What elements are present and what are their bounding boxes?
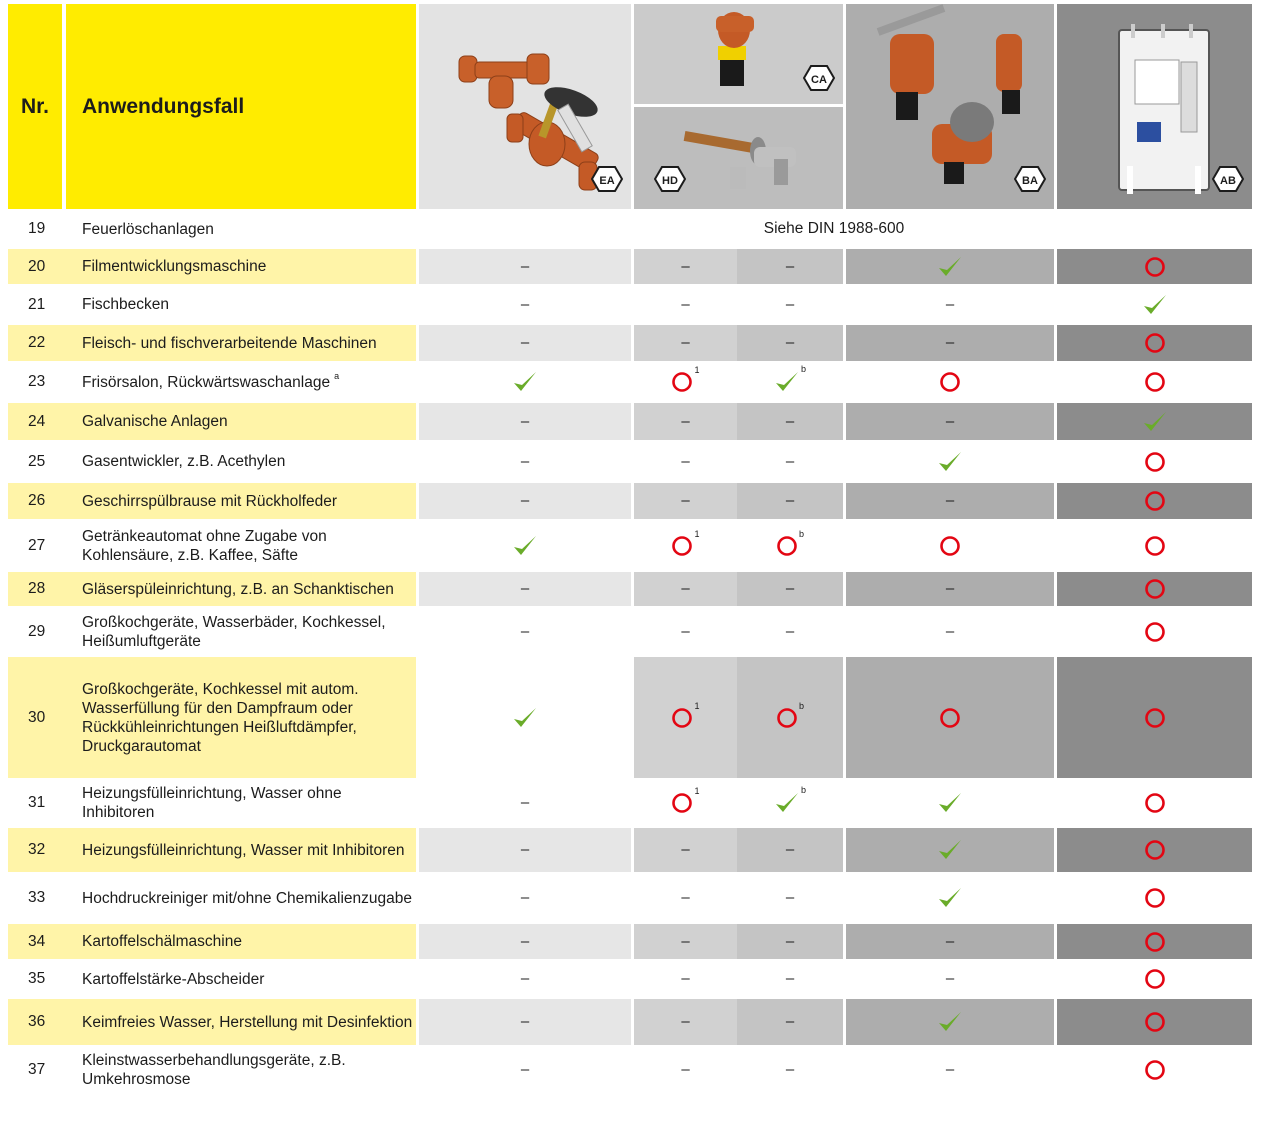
- row-number: 29: [8, 606, 66, 655]
- cell-ea: [416, 323, 631, 361]
- ea-badge-label: EA: [599, 175, 615, 187]
- application-text: Fleisch- und fischverarbeitende Maschinen: [82, 334, 377, 352]
- check-icon: [937, 450, 963, 474]
- application-text: Geschirrspülbrause mit Rückholfeder: [82, 492, 337, 510]
- row-number: 27: [8, 519, 66, 570]
- cell-ea: [416, 481, 631, 519]
- cell-ab: [1054, 440, 1252, 481]
- dash-mark: –: [681, 889, 690, 906]
- dash-mark: –: [785, 1061, 795, 1078]
- cell-ca: [737, 247, 843, 284]
- cell-ba: [843, 401, 1054, 440]
- column-header-nr: Nr.: [8, 4, 66, 209]
- table-row: [8, 997, 1252, 1045]
- ea-badge-icon: [591, 165, 623, 193]
- table-row: [8, 361, 1252, 401]
- red-circle-icon: [1144, 578, 1166, 600]
- application-name: [66, 519, 416, 570]
- application-text: Hochdruckreiniger mit/ohne Chemikalienzugabe: [82, 889, 412, 907]
- cell-hd: [631, 247, 737, 284]
- dash-mark: –: [520, 1061, 530, 1078]
- dash-mark: –: [520, 932, 530, 950]
- row-number: 30: [8, 655, 66, 778]
- red-circle-icon: [671, 371, 693, 393]
- red-circle-icon: [1144, 332, 1166, 354]
- dash-mark: –: [785, 622, 795, 640]
- hd-badge-label: HD: [662, 175, 678, 187]
- red-circle-icon: [1144, 1011, 1166, 1033]
- red-circle-icon: [1144, 839, 1166, 861]
- cell-ea: [416, 247, 631, 284]
- red-circle-icon: [939, 371, 961, 393]
- dash-mark: –: [681, 1061, 690, 1078]
- dash-mark: –: [785, 334, 795, 351]
- cell-ab: [1054, 481, 1252, 519]
- row-number: 28: [8, 570, 66, 606]
- hd-badge-icon: [654, 165, 686, 193]
- dash-mark: –: [520, 295, 530, 313]
- red-circle-icon: [1144, 490, 1166, 512]
- cell-ca: [737, 361, 843, 401]
- header-row: [8, 4, 1252, 209]
- cell-ea: [416, 606, 631, 655]
- dash-mark: –: [945, 622, 955, 640]
- application-table: [8, 4, 1252, 1093]
- dash-mark: –: [520, 889, 530, 906]
- cell-hd: [631, 481, 737, 519]
- cell-ba: [843, 826, 1054, 872]
- column-header-ea: [416, 4, 631, 209]
- table-row: [8, 440, 1252, 481]
- application-text: Getränkeautomat ohne Zugabe von Kohlensäure, z.B. Kaffee, Säfte: [82, 527, 327, 564]
- cell-ba: [843, 922, 1054, 959]
- dash-mark: –: [785, 492, 795, 509]
- cell-hd: [631, 959, 737, 997]
- ca-badge-label: CA: [811, 74, 827, 86]
- table-body: [8, 209, 1252, 1093]
- table-row: [8, 284, 1252, 323]
- application-text: Heizungsfülleinrichtung, Wasser mit Inhibitoren: [82, 841, 405, 859]
- cell-ba: [843, 997, 1054, 1045]
- cell-ab: [1054, 323, 1252, 361]
- cell-ea: [416, 401, 631, 440]
- dash-mark: –: [945, 932, 955, 950]
- cell-ba: [843, 323, 1054, 361]
- application-text: Fischbecken: [82, 296, 170, 313]
- cell-hd: [631, 778, 737, 826]
- footnote-marker: 1: [694, 528, 700, 539]
- table-row: [8, 519, 1252, 570]
- dash-mark: –: [520, 412, 530, 430]
- table-row: [8, 323, 1252, 361]
- application-name: [66, 606, 416, 655]
- application-name: [66, 997, 416, 1045]
- dash-mark: –: [785, 970, 795, 987]
- application-text: Kleinstwasserbehandlungsgeräte, z.B. Umkehrosmose: [82, 1052, 346, 1088]
- red-circle-icon: [1144, 371, 1166, 393]
- footnote-marker: 1: [694, 700, 700, 711]
- dash-mark: –: [520, 1013, 530, 1030]
- cell-ca: [737, 606, 843, 655]
- application-text: Galvanische Anlagen: [82, 413, 228, 430]
- cell-ab: [1054, 1045, 1252, 1093]
- dash-mark: –: [945, 970, 955, 987]
- cell-hd: [631, 997, 737, 1045]
- dash-mark: –: [520, 622, 530, 640]
- cell-ca: [737, 997, 843, 1045]
- dash-mark: –: [520, 452, 530, 470]
- application-text: Frisörsalon, Rückwärtswaschanlage: [82, 373, 331, 391]
- application-text: Großkochgeräte, Kochkessel mit autom. Wasserfüllung für den Dampfraum oder Rückkühleinrichtungen Heißluftdämpfer, Druckgarautomat: [82, 680, 359, 755]
- cell-hd: [631, 519, 737, 570]
- row-number: 19: [8, 209, 66, 247]
- row-number: 24: [8, 401, 66, 440]
- red-circle-icon: [1144, 621, 1166, 643]
- red-circle-icon: [1144, 451, 1166, 473]
- table-row: [8, 655, 1252, 778]
- cell-ea: [416, 997, 631, 1045]
- dash-mark: –: [520, 841, 530, 858]
- table-row: [8, 922, 1252, 959]
- table-row: [8, 1045, 1252, 1093]
- cell-ea: [416, 284, 631, 323]
- footnote-marker: b: [800, 364, 806, 374]
- dash-mark: –: [785, 580, 795, 597]
- footnote-marker: b: [800, 785, 806, 795]
- cell-ca: [737, 323, 843, 361]
- dash-mark: –: [785, 295, 795, 313]
- footnote-marker: 1: [694, 786, 700, 796]
- dash-mark: –: [520, 257, 530, 275]
- table-row: [8, 481, 1252, 519]
- red-circle-icon: [1144, 1059, 1166, 1081]
- application-name: [66, 440, 416, 481]
- cell-hd: [631, 570, 737, 606]
- application-name: [66, 872, 416, 922]
- cell-ca: [737, 440, 843, 481]
- dash-mark: –: [520, 970, 530, 987]
- row-number: 32: [8, 826, 66, 872]
- cell-ba: [843, 247, 1054, 284]
- application-name: [66, 655, 416, 778]
- cell-ab: [1054, 655, 1252, 778]
- application-text: Kartoffelschälmaschine: [82, 933, 242, 950]
- check-icon: [512, 370, 538, 394]
- table-row: [8, 778, 1252, 826]
- row-number: 20: [8, 247, 66, 284]
- cell-ab: [1054, 519, 1252, 570]
- dash-mark: –: [785, 889, 795, 906]
- cell-ca: [737, 570, 843, 606]
- cell-ea: [416, 922, 631, 959]
- application-text: Keimfreies Wasser, Herstellung mit Desinfektion: [82, 1013, 413, 1031]
- dash-mark: –: [681, 841, 690, 858]
- cell-ea: [416, 872, 631, 922]
- cell-ea: [416, 519, 631, 570]
- dash-mark: –: [681, 932, 690, 950]
- cell-ba: [843, 959, 1054, 997]
- cell-hd: [631, 284, 737, 323]
- red-circle-icon: [1144, 535, 1166, 557]
- red-circle-icon: [671, 792, 693, 814]
- cell-ba: [843, 570, 1054, 606]
- row-number: 33: [8, 872, 66, 922]
- red-circle-icon: [776, 707, 798, 729]
- cell-hd: [631, 872, 737, 922]
- table-row: [8, 959, 1252, 997]
- ab-badge-label: AB: [1220, 175, 1236, 187]
- cell-ca: [737, 922, 843, 959]
- row-number: 31: [8, 778, 66, 826]
- cell-hd: [631, 401, 737, 440]
- cell-ba: [843, 655, 1054, 778]
- table-row: [8, 209, 1252, 247]
- cell-ea: [416, 959, 631, 997]
- cell-ab: [1054, 959, 1252, 997]
- dash-mark: –: [681, 412, 690, 430]
- cell-ab: [1054, 997, 1252, 1045]
- table-row: [8, 606, 1252, 655]
- ca-panel: [634, 4, 843, 104]
- check-icon: [937, 791, 963, 815]
- dash-mark: –: [520, 580, 530, 597]
- ba-badge-icon: [1014, 165, 1046, 193]
- dash-mark: –: [681, 492, 690, 509]
- dash-mark: –: [520, 334, 530, 351]
- cell-ca: [737, 872, 843, 922]
- cell-ab: [1054, 606, 1252, 655]
- cell-ea: [416, 826, 631, 872]
- footnote-marker: b: [798, 528, 804, 539]
- cell-ba: [843, 872, 1054, 922]
- cell-ab: [1054, 570, 1252, 606]
- dash-mark: –: [681, 334, 690, 351]
- cell-hd: [631, 440, 737, 481]
- red-circle-icon: [671, 535, 693, 557]
- cell-ea: [416, 440, 631, 481]
- check-icon: [774, 791, 800, 815]
- row-number: 23: [8, 361, 66, 401]
- cell-hd: [631, 826, 737, 872]
- application-name: [66, 247, 416, 284]
- row-number: 21: [8, 284, 66, 323]
- check-icon: [1142, 293, 1168, 317]
- dash-mark: –: [681, 295, 690, 313]
- hd-device-image: [634, 107, 843, 209]
- check-icon: [774, 370, 800, 394]
- application-name: [66, 826, 416, 872]
- cell-hd: [631, 361, 737, 401]
- row-number: 36: [8, 997, 66, 1045]
- cell-ea: [416, 655, 631, 778]
- table-row: [8, 401, 1252, 440]
- cell-ab: [1054, 922, 1252, 959]
- footnote-marker: a: [334, 370, 340, 381]
- cell-hd: [631, 606, 737, 655]
- row-number: 34: [8, 922, 66, 959]
- cell-ba: [843, 481, 1054, 519]
- application-name: [66, 209, 416, 247]
- cell-ea: [416, 778, 631, 826]
- cell-ca: [737, 519, 843, 570]
- dash-mark: –: [945, 334, 955, 351]
- cell-ba: [843, 519, 1054, 570]
- dash-mark: –: [520, 794, 530, 811]
- cell-ca: [737, 284, 843, 323]
- cell-ab: [1054, 361, 1252, 401]
- ab-badge-icon: [1212, 165, 1244, 193]
- cell-ab: [1054, 284, 1252, 323]
- dash-mark: –: [785, 257, 795, 275]
- application-name: [66, 922, 416, 959]
- application-name: [66, 959, 416, 997]
- red-circle-icon: [1144, 792, 1166, 814]
- dash-mark: –: [945, 492, 955, 509]
- cell-ab: [1054, 401, 1252, 440]
- application-name: [66, 401, 416, 440]
- column-header-ba: [843, 4, 1054, 209]
- ba-badge-label: BA: [1022, 175, 1038, 187]
- dash-mark: –: [681, 970, 690, 987]
- dash-mark: –: [681, 580, 690, 597]
- dash-mark: –: [681, 452, 690, 470]
- red-circle-icon: [1144, 887, 1166, 909]
- application-text: Gasentwickler, z.B. Acethylen: [82, 453, 286, 470]
- cell-ba: [843, 1045, 1054, 1093]
- dash-mark: –: [945, 580, 955, 597]
- red-circle-icon: [939, 535, 961, 557]
- check-icon: [512, 706, 538, 730]
- column-header-ab: [1054, 4, 1252, 209]
- cell-ca: [737, 401, 843, 440]
- dash-mark: –: [681, 622, 690, 640]
- check-icon: [937, 255, 963, 279]
- row-number: 22: [8, 323, 66, 361]
- check-icon: [1142, 410, 1168, 434]
- cell-hd: [631, 922, 737, 959]
- cell-ca: [737, 481, 843, 519]
- column-header-hd-ca: [631, 4, 843, 209]
- cell-ca: [737, 959, 843, 997]
- application-text: Gläserspüleinrichtung, z.B. an Schanktischen: [82, 580, 394, 598]
- red-circle-icon: [1144, 256, 1166, 278]
- table-row: [8, 872, 1252, 922]
- dash-mark: –: [681, 1013, 690, 1030]
- dash-mark: –: [945, 295, 955, 313]
- red-circle-icon: [939, 707, 961, 729]
- cell-ba: [843, 440, 1054, 481]
- cell-ca: [737, 655, 843, 778]
- application-name: [66, 778, 416, 826]
- red-circle-icon: [1144, 931, 1166, 953]
- red-circle-icon: [776, 535, 798, 557]
- dash-mark: –: [945, 1061, 955, 1078]
- column-header-application: Anwendungsfall: [66, 4, 416, 209]
- cell-ea: [416, 1045, 631, 1093]
- check-icon: [937, 1010, 963, 1034]
- ca-badge-icon: [803, 64, 835, 92]
- application-name: [66, 481, 416, 519]
- row-number: 37: [8, 1045, 66, 1093]
- application-name: [66, 570, 416, 606]
- cell-ea: [416, 570, 631, 606]
- application-text: Kartoffelstärke-Abscheider: [82, 970, 265, 988]
- dash-mark: –: [785, 841, 795, 858]
- cell-ba: [843, 284, 1054, 323]
- dash-mark: –: [681, 257, 690, 275]
- check-icon: [937, 838, 963, 862]
- cell-ab: [1054, 826, 1252, 872]
- application-text: Filmentwicklungsmaschine: [82, 258, 267, 275]
- row-number: 26: [8, 481, 66, 519]
- cell-ba: [843, 778, 1054, 826]
- red-circle-icon: [1144, 968, 1166, 990]
- dash-mark: –: [785, 412, 795, 430]
- cell-ba: [843, 361, 1054, 401]
- cell-ca: [737, 778, 843, 826]
- application-text: Großkochgeräte, Wasserbäder, Kochkessel, Heißumluftgeräte: [82, 613, 386, 650]
- cell-ea: [416, 361, 631, 401]
- cell-ba: [843, 606, 1054, 655]
- application-name: [66, 323, 416, 361]
- red-circle-icon: [671, 707, 693, 729]
- footnote-marker: 1: [694, 365, 700, 375]
- cell-ca: [737, 1045, 843, 1093]
- table-row: [8, 247, 1252, 284]
- dash-mark: –: [785, 1013, 795, 1030]
- row-number: 25: [8, 440, 66, 481]
- application-text: Feuerlöschanlagen: [82, 220, 214, 238]
- hd-panel: [634, 107, 843, 209]
- application-name: [66, 284, 416, 323]
- application-name: [66, 1045, 416, 1093]
- dash-mark: –: [945, 412, 955, 430]
- cell-ab: [1054, 247, 1252, 284]
- table-row: [8, 826, 1252, 872]
- cell-hd: [631, 655, 737, 778]
- table-row: [8, 570, 1252, 606]
- dash-mark: –: [785, 932, 795, 950]
- cell-ab: [1054, 778, 1252, 826]
- row-number: 35: [8, 959, 66, 997]
- footnote-marker: b: [798, 700, 804, 711]
- application-text: Heizungsfülleinrichtung, Wasser ohne Inhibitoren: [82, 785, 342, 821]
- cell-hd: [631, 323, 737, 361]
- red-circle-icon: [1144, 707, 1166, 729]
- check-icon: [512, 534, 538, 558]
- check-icon: [937, 886, 963, 910]
- dash-mark: –: [520, 492, 530, 509]
- dash-mark: –: [785, 452, 795, 470]
- cell-ab: [1054, 872, 1252, 922]
- cell-hd: [631, 1045, 737, 1093]
- cell-ca: [737, 826, 843, 872]
- application-name: [66, 361, 416, 401]
- merged-note: Siehe DIN 1988-600: [416, 209, 1252, 247]
